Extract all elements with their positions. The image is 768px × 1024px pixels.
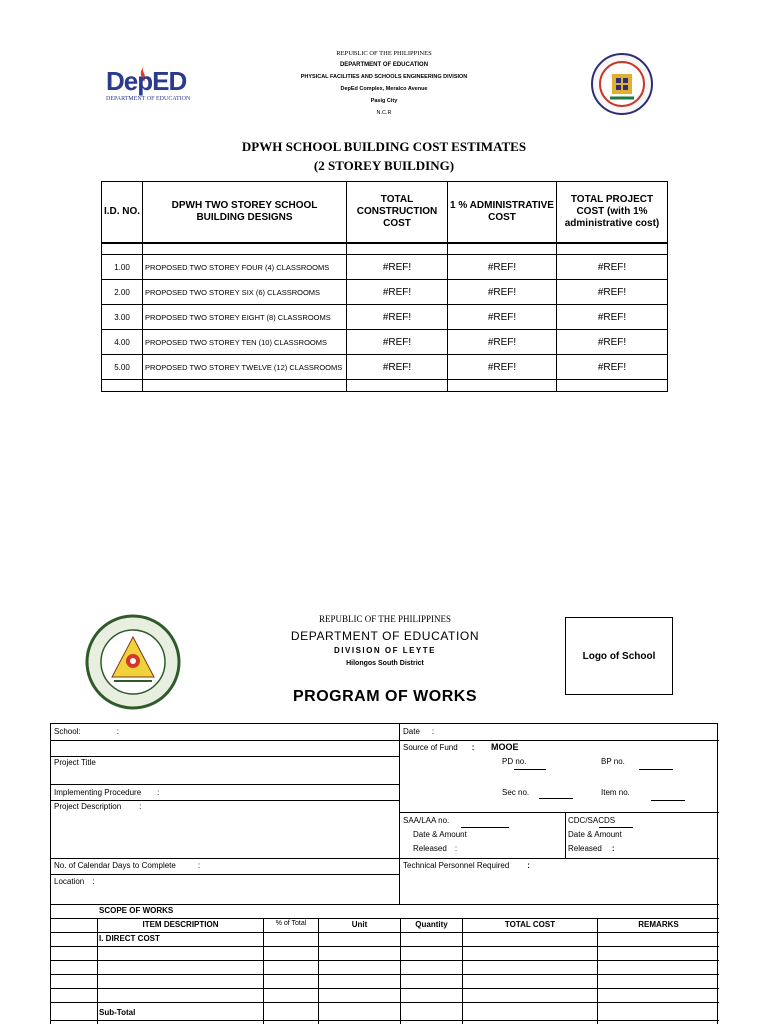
row-construction: #REF!: [347, 355, 448, 380]
technical-personnel-label: Technical Personnel Required :: [403, 861, 530, 870]
col-total-cost: TOTAL COST: [504, 920, 556, 929]
row-id: 2.00: [102, 280, 143, 305]
pd-no-label: PD no.: [502, 757, 527, 766]
row-id: 4.00: [102, 330, 143, 355]
col-quantity: Quantity: [415, 920, 448, 929]
division-label: PHYSICAL FACILITIES AND SCHOOLS ENGINEERING DIVISION: [300, 74, 468, 80]
department-label: DEPARTMENT OF EDUCATION: [339, 62, 429, 68]
program-of-works-title: PROGRAM OF WORKS: [293, 688, 477, 705]
released-label-2: Released :: [568, 844, 615, 853]
row-id: 1.00: [102, 255, 143, 280]
row-admin: #REF!: [448, 355, 557, 380]
sec-no-label: Sec no.: [502, 788, 530, 797]
row-admin: #REF!: [448, 280, 557, 305]
address-label: DepEd Complex, Meralco Avenue: [340, 86, 428, 92]
division-label-2: DIVISION OF LEYTE: [334, 646, 436, 655]
spacer-row: [102, 243, 668, 255]
division-of-leyte-seal: [84, 613, 182, 711]
row-total: #REF!: [557, 355, 668, 380]
row-design: PROPOSED TWO STOREY SIX (6) CLASSROOMS: [143, 280, 347, 305]
row-admin: #REF!: [448, 255, 557, 280]
header-design: DPWH TWO STOREY SCHOOL BUILDING DESIGNS: [143, 182, 347, 243]
project-description-label: Project Description :: [54, 802, 142, 811]
col-remarks: REMARKS: [638, 920, 679, 929]
title-line-2: (2 STOREY BUILDING): [313, 158, 455, 173]
department-label-2: DEPARTMENT OF EDUCATION: [290, 629, 480, 643]
table-row: [102, 330, 668, 355]
deped-logo: [104, 62, 204, 110]
released-label-1: Released :: [413, 844, 458, 853]
seal-icon: [590, 52, 654, 116]
school-label: School: :: [54, 727, 119, 736]
row-construction: #REF!: [347, 280, 448, 305]
table-header-row: [102, 182, 668, 243]
page1-title: [180, 137, 588, 175]
date-label: Date :: [403, 727, 435, 736]
sub-total-label: Sub-Total: [99, 1008, 136, 1017]
row-total: #REF!: [557, 255, 668, 280]
program-of-works-form: [50, 723, 718, 1024]
col-item-description: ITEM DESCRIPTION: [142, 920, 219, 929]
item-no-line: [651, 800, 685, 801]
bp-no-line: [639, 769, 673, 770]
republic-label: REPUBLIC OF THE PHILIPPINES: [336, 50, 432, 57]
sec-no-line: [539, 798, 573, 799]
location-label: Location :: [54, 877, 95, 886]
cdc-sacds-label: CDC/SACDS: [568, 816, 616, 825]
pd-no-line: [514, 769, 546, 770]
calendar-days-label: No. of Calendar Days to Complete :: [54, 861, 201, 870]
deped-logo-subtitle: DEPARTMENT OF EDUCATION: [106, 96, 191, 102]
row-construction: #REF!: [347, 255, 448, 280]
table-row: [102, 355, 668, 380]
header-id: I.D. NO.: [102, 182, 143, 243]
bp-no-label: BP no.: [601, 757, 625, 766]
col-unit: Unit: [351, 920, 368, 929]
saa-laa-label: SAA/LAA no.: [403, 816, 450, 825]
date-amount-label-2: Date & Amount: [568, 830, 622, 839]
table-row: [102, 280, 668, 305]
header-total: TOTAL PROJECT COST (with 1% administrative cost): [557, 182, 668, 243]
row-design: PROPOSED TWO STOREY TEN (10) CLASSROOMS: [143, 330, 347, 355]
school-input[interactable]: [121, 727, 391, 739]
school-logo-placeholder: Logo of School: [565, 617, 673, 695]
region-label: N.C.R: [376, 110, 392, 116]
leyte-seal-icon: [84, 613, 182, 711]
row-total: #REF!: [557, 330, 668, 355]
district-label: Hilongos South District: [346, 660, 424, 667]
table-row: [102, 255, 668, 280]
col-percent-of-total: % of Total: [275, 920, 307, 927]
cost-estimate-table: [101, 181, 668, 392]
title-line-1: DPWH SCHOOL BUILDING COST ESTIMATES: [241, 139, 527, 154]
row-total: #REF!: [557, 305, 668, 330]
row-admin: #REF!: [448, 330, 557, 355]
row-total: #REF!: [557, 280, 668, 305]
page2-letterhead: [250, 612, 520, 672]
city-label: Pasig City: [370, 98, 398, 104]
page1-letterhead: [230, 0, 538, 120]
project-title-label: Project Title: [54, 758, 96, 767]
row-construction: #REF!: [347, 330, 448, 355]
source-of-fund-label: Source of Fund :: [403, 743, 475, 752]
header-admin: 1 % ADMINISTRATIVE COST: [448, 182, 557, 243]
row-construction: #REF!: [347, 305, 448, 330]
row-id: 5.00: [102, 355, 143, 380]
republic-label-2: REPUBLIC OF THE PHILIPPINES: [318, 614, 452, 624]
implementing-procedure-label: Implementing Procedure :: [54, 788, 160, 797]
table-row: [102, 305, 668, 330]
row-admin: #REF!: [448, 305, 557, 330]
direct-cost-label: I. DIRECT COST: [99, 934, 160, 943]
scope-of-works-title: SCOPE OF WORKS: [99, 906, 174, 915]
deped-logo-brand: DepED: [106, 66, 187, 96]
date-amount-label-1: Date & Amount: [413, 830, 467, 839]
row-id: 3.00: [102, 305, 143, 330]
row-design: PROPOSED TWO STOREY EIGHT (8) CLASSROOMS: [143, 305, 347, 330]
end-row: [102, 380, 668, 392]
engineering-seal: [590, 52, 654, 116]
fund-value: MOOE: [491, 742, 519, 752]
row-design: PROPOSED TWO STOREY FOUR (4) CLASSROOMS: [143, 255, 347, 280]
row-design: PROPOSED TWO STOREY TWELVE (12) CLASSROOMS: [143, 355, 347, 380]
item-no-label: Item no.: [601, 788, 630, 797]
header-construction: TOTAL CONSTRUCTION COST: [347, 182, 448, 243]
